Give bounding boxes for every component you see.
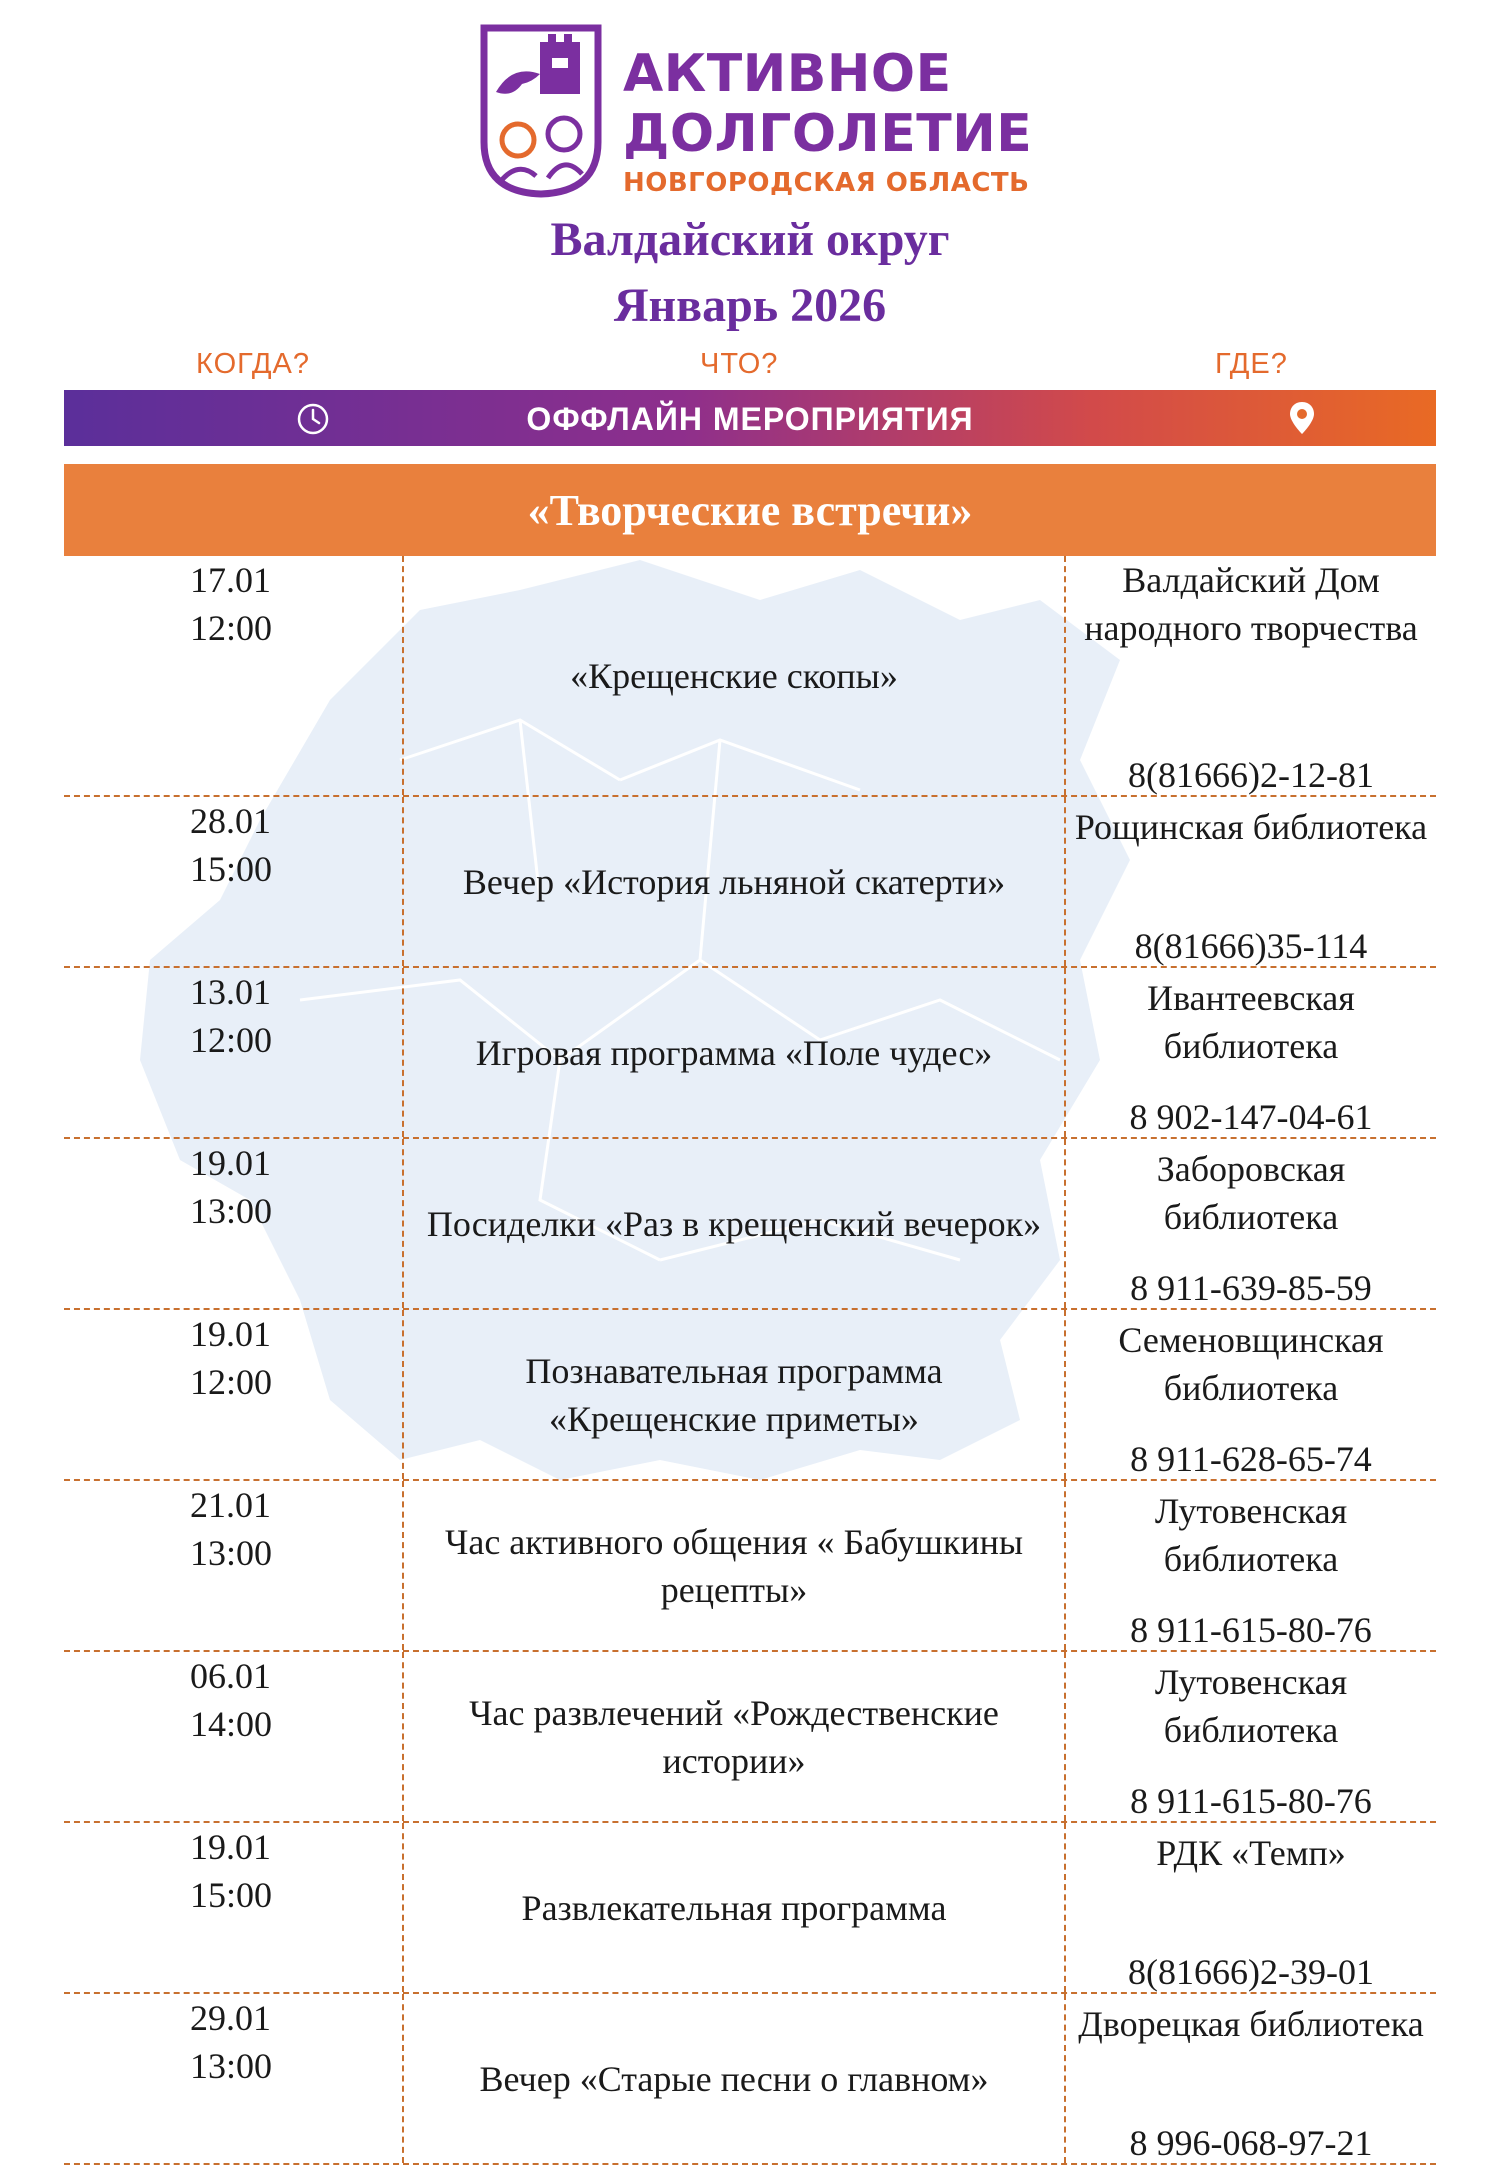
event-name: Посиделки «Раз в крещенский вечерок» [404, 1139, 1066, 1308]
table-row [64, 1994, 1436, 2165]
table-row [64, 1481, 1436, 1652]
logo-text [623, 44, 1032, 200]
event-place: Рощинская библиотека [1074, 807, 1428, 847]
event-where [1066, 1310, 1436, 1479]
event-where [1066, 1823, 1436, 1992]
event-name: Познавательная программа «Крещенские приметы» [404, 1310, 1066, 1479]
event-when [64, 1652, 404, 1821]
event-name: Вечер «Старые песни о главном» [404, 1994, 1066, 2163]
event-when [64, 1481, 404, 1650]
logo-emblem-icon [478, 22, 604, 198]
month-title: Январь 2026 [613, 279, 887, 332]
event-time: 15:00 [190, 1875, 273, 1915]
event-time: 12:00 [190, 1020, 273, 1060]
event-date: 17.01 [190, 560, 271, 600]
event-when [64, 1994, 404, 2163]
event-when [64, 1310, 404, 1479]
event-date: 13.01 [190, 972, 271, 1012]
event-phone: 8(81666)2-39-01 [1128, 1952, 1374, 1992]
event-place: Валдайский Дом народного творчества [1084, 560, 1418, 648]
event-where [1066, 968, 1436, 1137]
event-date: 19.01 [190, 1143, 271, 1183]
table-row [64, 1823, 1436, 1994]
event-time: 12:00 [190, 608, 273, 648]
header-when: КОГДА? [196, 348, 310, 380]
event-phone: 8 911-615-80-76 [1130, 1781, 1372, 1821]
event-where [1066, 1652, 1436, 1821]
event-place: Дворецкая библиотека [1078, 2004, 1424, 2044]
event-where [1066, 1139, 1436, 1308]
logo-line-2: ДОЛГОЛЕТИЕ [623, 104, 1033, 164]
table-row [64, 1310, 1436, 1481]
event-time: 13:00 [190, 1191, 273, 1231]
logo-line-3: НОВГОРОДСКАЯ ОБЛАСТЬ [623, 168, 1030, 198]
event-phone: 8 902-147-04-61 [1129, 1097, 1373, 1137]
event-where [1066, 556, 1436, 795]
event-when [64, 1139, 404, 1308]
event-date: 19.01 [190, 1827, 271, 1867]
event-phone: 8(81666)2-12-81 [1128, 755, 1374, 795]
logo-line-1: АКТИВНОЕ [623, 44, 952, 104]
table-row [64, 968, 1436, 1139]
event-where [1066, 1994, 1436, 2163]
header-where: ГДЕ? [1215, 348, 1288, 380]
event-place: Лутовенская библиотека [1154, 1491, 1348, 1579]
event-phone: 8 911-639-85-59 [1130, 1268, 1372, 1308]
event-when [64, 556, 404, 795]
event-place: Ивантеевская библиотека [1147, 978, 1355, 1066]
event-phone: 8 911-615-80-76 [1130, 1610, 1372, 1650]
event-when [64, 1823, 404, 1992]
district-title: Валдайский округ [550, 213, 950, 266]
event-time: 13:00 [190, 1533, 273, 1573]
table-row [64, 797, 1436, 968]
event-date: 21.01 [190, 1485, 271, 1525]
event-phone: 8 996-068-97-21 [1129, 2123, 1373, 2163]
event-place: РДК «Темп» [1156, 1833, 1346, 1873]
table-row [64, 1652, 1436, 1823]
event-time: 12:00 [190, 1362, 273, 1402]
table-row [64, 556, 1436, 797]
event-name: Вечер «История льняной скатерти» [404, 797, 1066, 966]
event-time: 14:00 [190, 1704, 273, 1744]
offline-events-band [64, 390, 1436, 446]
event-name: «Крещенские скопы» [404, 556, 1066, 795]
section-header [64, 464, 1436, 556]
event-name: Игровая программа «Поле чудес» [404, 968, 1066, 1137]
event-time: 13:00 [190, 2046, 273, 2086]
band-label: ОФФЛАЙН МЕРОПРИЯТИЯ [526, 401, 974, 437]
event-phone: 8(81666)35-114 [1134, 926, 1368, 966]
header-what: ЧТО? [700, 348, 779, 380]
event-time: 15:00 [190, 849, 273, 889]
event-name: Час активного общения « Бабушкины рецепты» [404, 1481, 1066, 1650]
table-row [64, 1139, 1436, 1310]
event-name: Развлекательная программа [404, 1823, 1066, 1992]
event-place: Семеновщинская библиотека [1118, 1320, 1384, 1408]
event-date: 19.01 [190, 1314, 271, 1354]
event-date: 06.01 [190, 1656, 271, 1696]
event-where [1066, 797, 1436, 966]
event-when [64, 968, 404, 1137]
event-name: Час развлечений «Рождественские истории» [404, 1652, 1066, 1821]
event-where [1066, 1481, 1436, 1650]
section-title: «Творческие встречи» [527, 486, 973, 535]
event-place: Заборовская библиотека [1156, 1149, 1346, 1237]
events-table [64, 556, 1436, 2165]
event-date: 28.01 [190, 801, 271, 841]
logo [478, 22, 1038, 200]
event-when [64, 797, 404, 966]
event-place: Лутовенская библиотека [1154, 1662, 1348, 1750]
event-phone: 8 911-628-65-74 [1130, 1439, 1372, 1479]
event-date: 29.01 [190, 1998, 271, 2038]
location-pin-icon [1288, 400, 1316, 436]
